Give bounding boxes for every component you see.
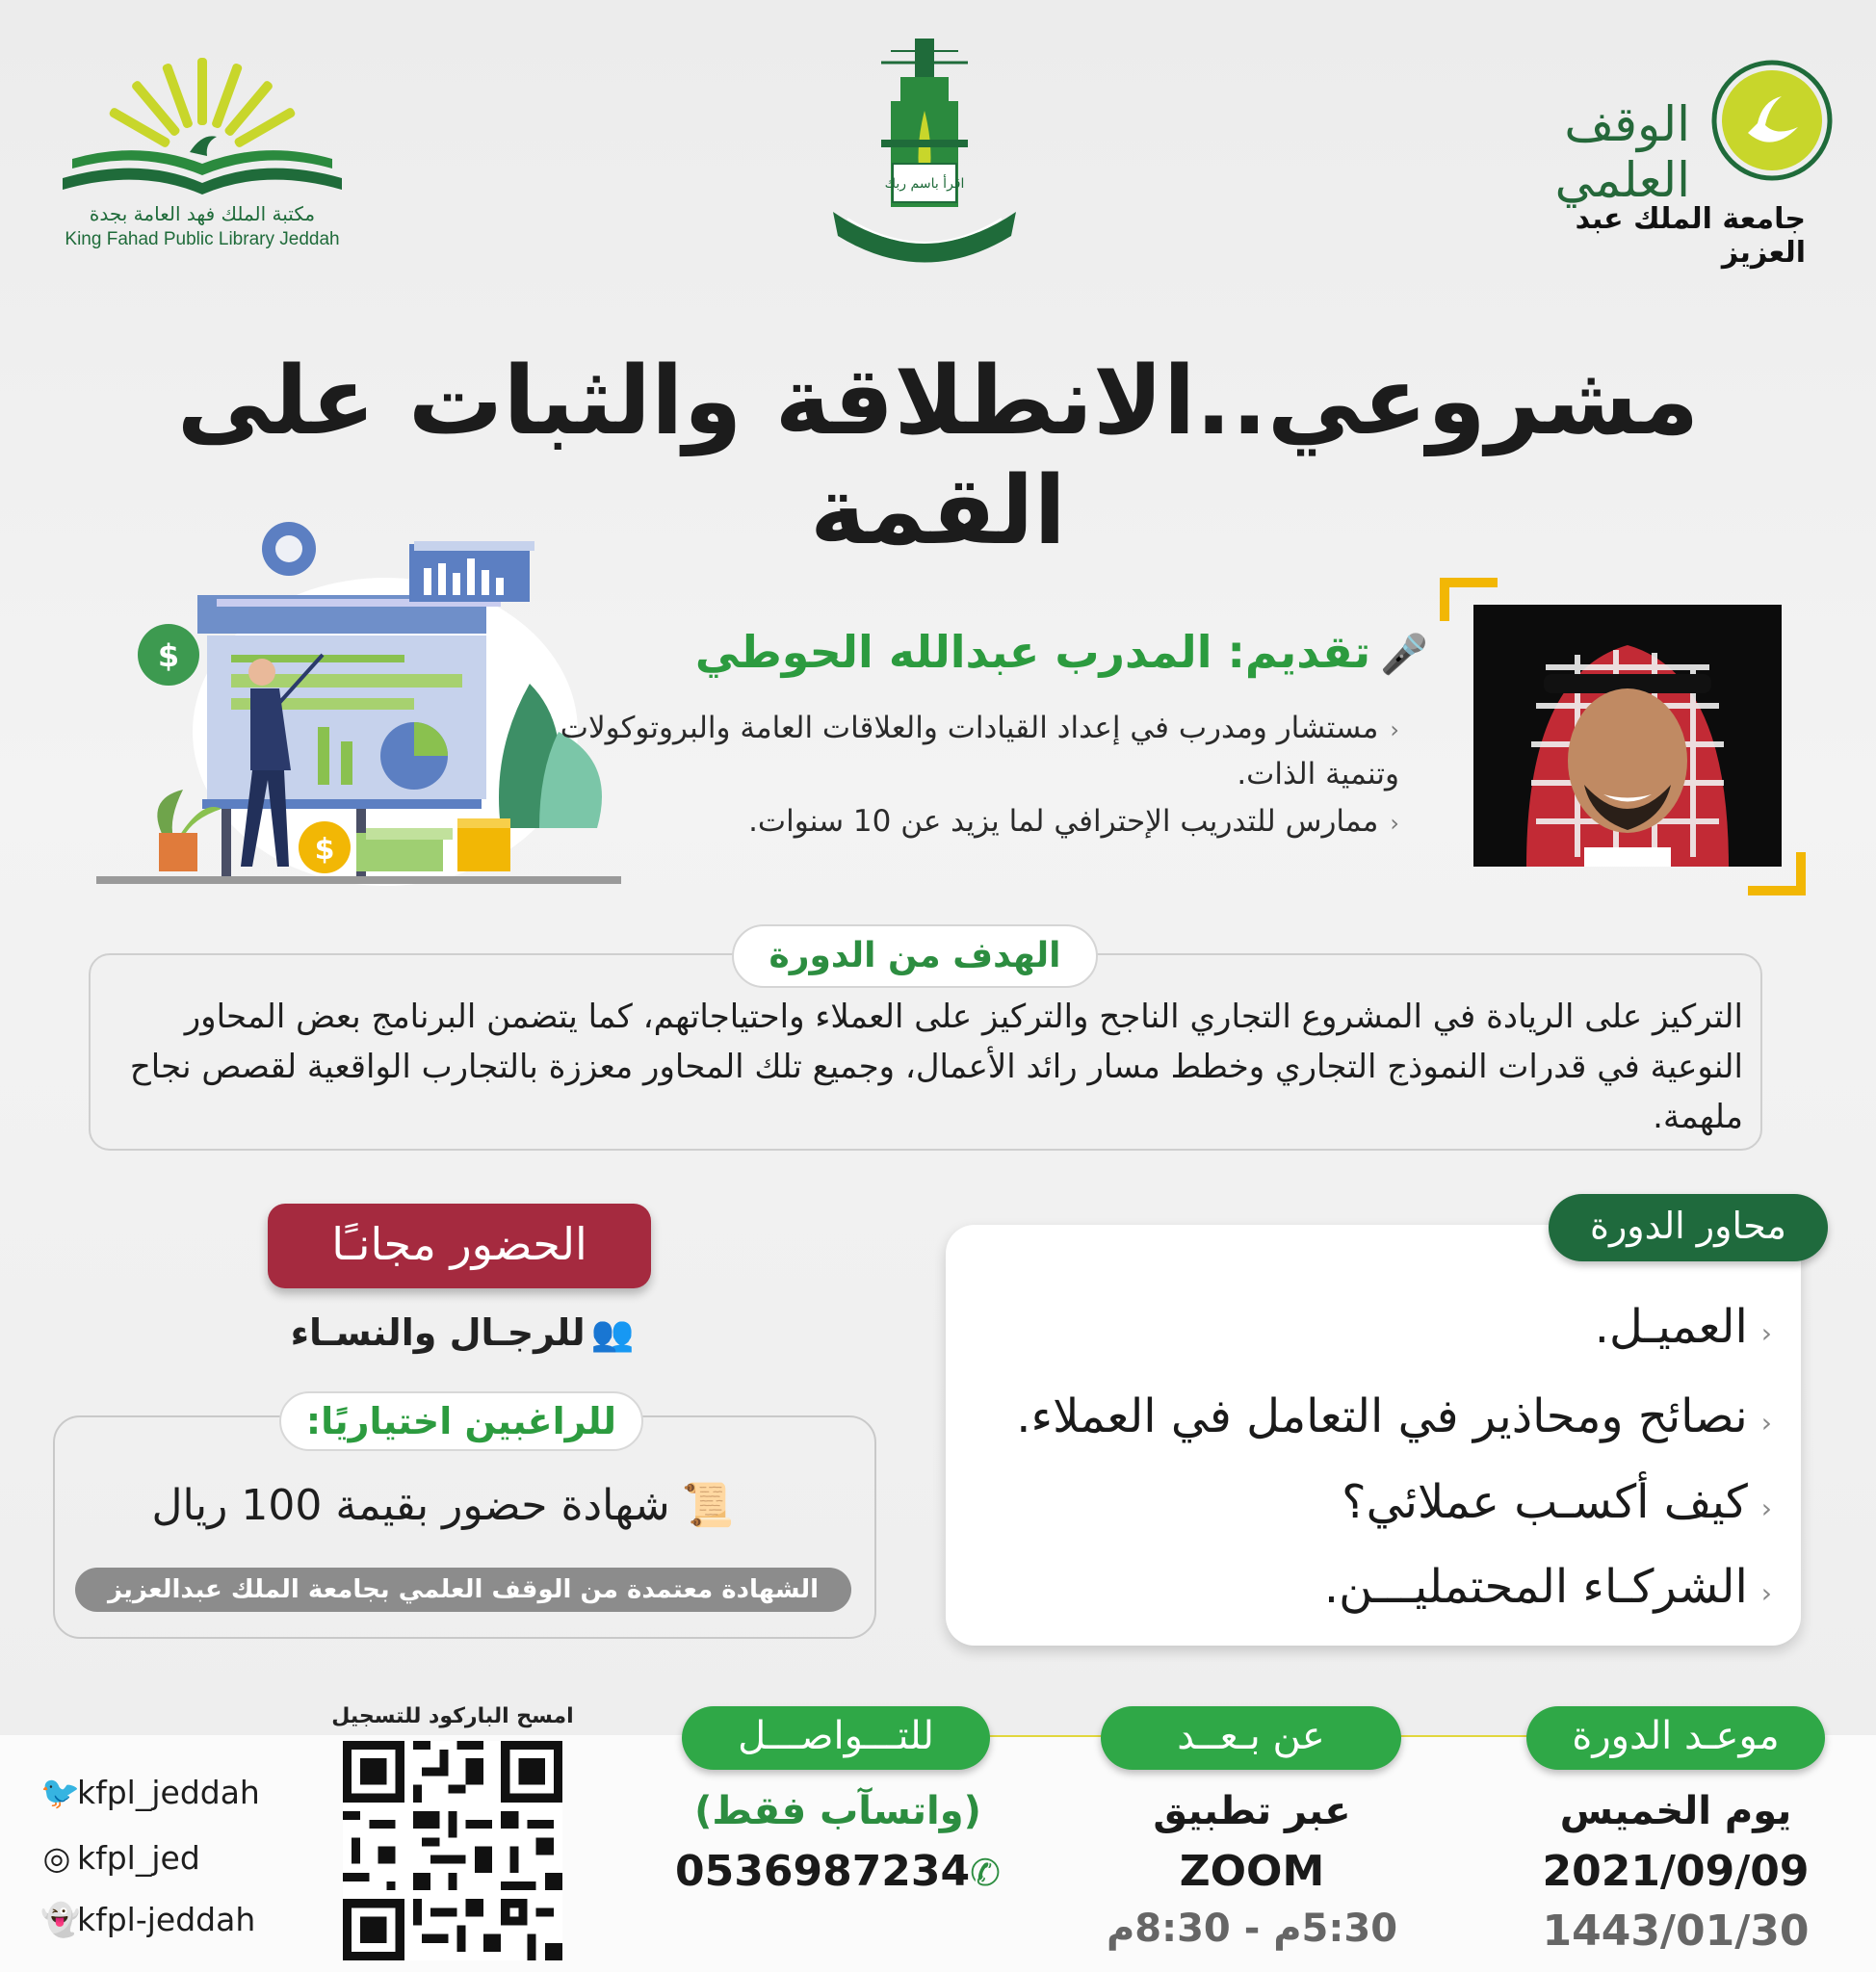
trainer-bullet-text: ممارس للتدريب الإحترافي لما يزيد عن 10 سنوات. [748,804,1379,839]
trainer-bullet-text: مستشار ومدرب في إعداد القيادات والعلاقات العامة والبروتوكولات وتنمية الذات. [560,711,1399,791]
date-day: يوم الخميس [1559,1789,1792,1833]
certificate-line [96,1480,790,1530]
trainer-name [695,626,1428,678]
chevron-left-icon: ‹ [1390,810,1399,837]
waqf-emblem-icon [1709,58,1835,183]
social-handle[interactable]: kfpl_jeddah [77,1774,260,1811]
remote-time: 5:30م - 8:30م [1106,1907,1398,1951]
waqf-name: الوقف العلمي [1554,96,1690,208]
contact-phone-number[interactable]: 0536987234 [675,1847,971,1896]
certificate-note: الشهادة معتمدة من الوقف العلمي بجامعة الملك عبدالعزيز [75,1568,851,1612]
topic-text: الشركـاء المحتمليـــن. [1323,1560,1748,1614]
registration-qr-code[interactable] [343,1741,562,1960]
twitter-icon: 🐦 [40,1774,81,1811]
topic-text: نصائح ومحاذير في التعامل في العملاء. [1016,1389,1748,1443]
contact-phone[interactable] [664,1847,1011,1896]
goal-text: التركيز على الريادة في المشروع التجاري الناجح والتركيز على العملاء واحتياجاتهم، كما يتضمن البرنامج بعض المحاور النوعية في قدرات النموذج التجاري وخطط مسار رائد الأعمال، وجميع تلك المحاور معززة بالتجارب الواقعية لقصص نجاح ملهمة. [129,998,1743,1136]
instagram-icon: ◎ [42,1839,71,1877]
remote-label: عن بـعــد [1101,1706,1401,1770]
chevron-left-icon: ‹ [1760,1317,1772,1349]
kau-seal-logo [823,34,1026,274]
kau-tower-icon [823,34,1026,274]
svg-text:اقرأ باسم ربك: اقرأ باسم ربك [884,176,965,192]
contact-note: (واتسآب فقط) [694,1789,981,1833]
social-snapchat[interactable] [40,1901,255,1939]
topic-text: العميـل. [1594,1300,1748,1354]
library-name-en: King Fahad Public Library Jeddah [65,229,340,249]
chevron-left-icon: ‹ [1760,1577,1772,1609]
topics-label: محاور الدورة [1549,1194,1828,1261]
date-gregorian: 2021/09/09 [1542,1847,1810,1896]
microphone-icon: 🎤 [1380,633,1428,677]
optional-label: للراغبين اختياريًا: [279,1391,643,1451]
social-handle[interactable]: kfpl_jed [77,1839,200,1877]
remote-platform: ZOOM [1179,1847,1325,1896]
trainer-bullet [533,799,1399,845]
page-title: مشروعي..الانطلاقة والثبات على القمة [176,347,1700,566]
kau-name: جامعة الملك عبد العزيز [1575,202,1806,270]
goal-label: الهدف من الدورة [732,924,1098,988]
trainer-name-text: تقديم: المدرب عبدالله الحوطي [694,626,1371,678]
people-icon: 👥 [590,1314,635,1354]
trainer-bullet [533,706,1399,796]
topic-item [1324,1560,1772,1614]
audience-text: للرجـال والنسـاء [290,1311,586,1354]
trainer-portrait-icon [1440,578,1806,895]
contact-label: للتـــواصـــل [682,1706,990,1770]
certificate-icon: 📜 [681,1481,735,1530]
library-logo [53,48,352,260]
svg-text:$: $ [157,637,180,674]
certificate-text: شهادة حضور بقيمة 100 ريال [151,1481,670,1530]
topic-item [1595,1300,1772,1354]
library-name-ar: مكتبة الملك فهد العامة بجدة [89,202,316,225]
qr-caption: امسح الباركود للتسجيل [331,1704,574,1728]
topic-item [1016,1389,1772,1443]
chevron-left-icon: ‹ [1760,1407,1772,1439]
chevron-left-icon: ‹ [1390,716,1399,743]
topic-item [1342,1475,1772,1529]
date-label: موعـد الدورة [1526,1706,1825,1770]
free-attendance-badge: الحضور مجانـًا [268,1204,651,1288]
social-twitter[interactable] [40,1774,260,1812]
date-hijri: 1443/01/30 [1542,1907,1810,1956]
topic-text: كيف أكسـب عملائي؟ [1342,1475,1748,1529]
chevron-left-icon: ‹ [1760,1492,1772,1524]
trainer-photo [1440,578,1806,895]
snapchat-icon: 👻 [40,1901,81,1938]
svg-text:$: $ [314,833,335,867]
social-handle[interactable]: kfpl-jeddah [77,1901,256,1938]
waqf-logo [1498,58,1835,270]
remote-app: عبر تطبيق [1153,1789,1351,1833]
library-sun-book-icon [53,48,352,202]
qr-code-icon [343,1741,562,1960]
whatsapp-icon: ✆ [970,1852,1001,1894]
audience-line [279,1311,645,1354]
social-instagram[interactable] [40,1839,200,1877]
